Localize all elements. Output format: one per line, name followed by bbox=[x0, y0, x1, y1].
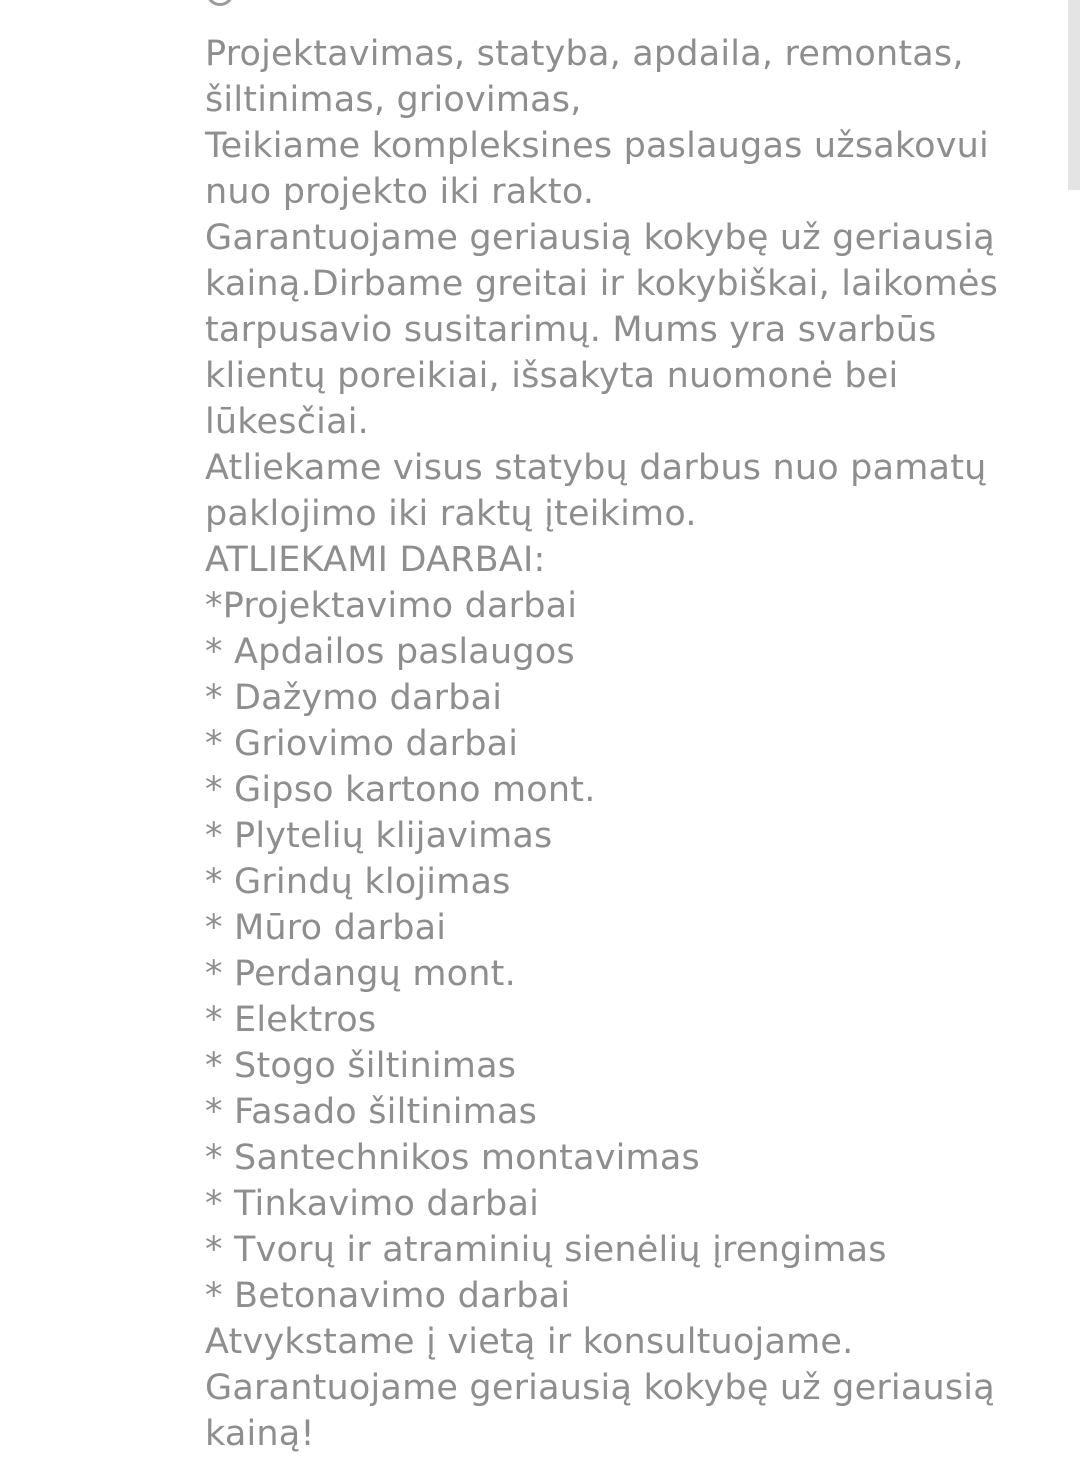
scrollbar[interactable] bbox=[1068, 0, 1080, 190]
text-line: Garantuojame geriausią kokybę už geriausią bbox=[205, 218, 995, 258]
text-line: klientų poreikiai, išsakyta nuomonė bei bbox=[205, 356, 899, 396]
service-list-item: *Projektavimo darbai bbox=[205, 586, 578, 626]
circle-icon bbox=[206, 0, 234, 6]
text-line: nuo projekto iki rakto. bbox=[205, 172, 595, 212]
service-list-item: * Perdangų mont. bbox=[205, 954, 516, 994]
service-list-item: * Betonavimo darbai bbox=[205, 1276, 571, 1316]
service-list-item: * Apdailos paslaugos bbox=[205, 632, 575, 672]
service-list-item: * Dažymo darbai bbox=[205, 678, 503, 718]
text-line: Projektavimas, statyba, apdaila, remontas, bbox=[205, 34, 964, 74]
service-list-item: * Tinkavimo darbai bbox=[205, 1184, 540, 1224]
text-line: tarpusavio susitarimų. Mums yra svarbūs bbox=[205, 310, 937, 350]
service-list-item: * Plytelių klijavimas bbox=[205, 816, 553, 856]
text-line: šiltinimas, griovimas, bbox=[205, 80, 582, 120]
text-line: Atvykstame į vietą ir konsultuojame. bbox=[205, 1322, 854, 1362]
service-list-item: * Tvorų ir atraminių sienėlių įrengimas bbox=[205, 1230, 887, 1270]
text-line: kainą.Dirbame greitai ir kokybiškai, laikomės bbox=[205, 264, 999, 304]
text-line: paklojimo iki raktų įteikimo. bbox=[205, 494, 697, 534]
service-list-item: * Santechnikos montavimas bbox=[205, 1138, 700, 1178]
service-list-item: * Grindų klojimas bbox=[205, 862, 511, 902]
text-line: Garantuojame geriausią kokybę už geriausią bbox=[205, 1368, 995, 1408]
service-list-item: * Stogo šiltinimas bbox=[205, 1046, 517, 1086]
text-line: Teikiame kompleksines paslaugas užsakovui bbox=[205, 126, 989, 166]
service-list-item: * Mūro darbai bbox=[205, 908, 447, 948]
text-line: lūkesčiai. bbox=[205, 402, 369, 442]
service-list-item: * Griovimo darbai bbox=[205, 724, 519, 764]
service-list-item: * Fasado šiltinimas bbox=[205, 1092, 538, 1132]
service-list-item: * Gipso kartono mont. bbox=[205, 770, 596, 810]
text-line: Atliekame visus statybų darbus nuo pamatų bbox=[205, 448, 987, 488]
post-description bbox=[205, 31, 1005, 1457]
service-list-item: * Elektros bbox=[205, 1000, 377, 1040]
text-line: kainą! bbox=[205, 1414, 315, 1454]
section-heading: ATLIEKAMI DARBAI: bbox=[205, 540, 546, 580]
